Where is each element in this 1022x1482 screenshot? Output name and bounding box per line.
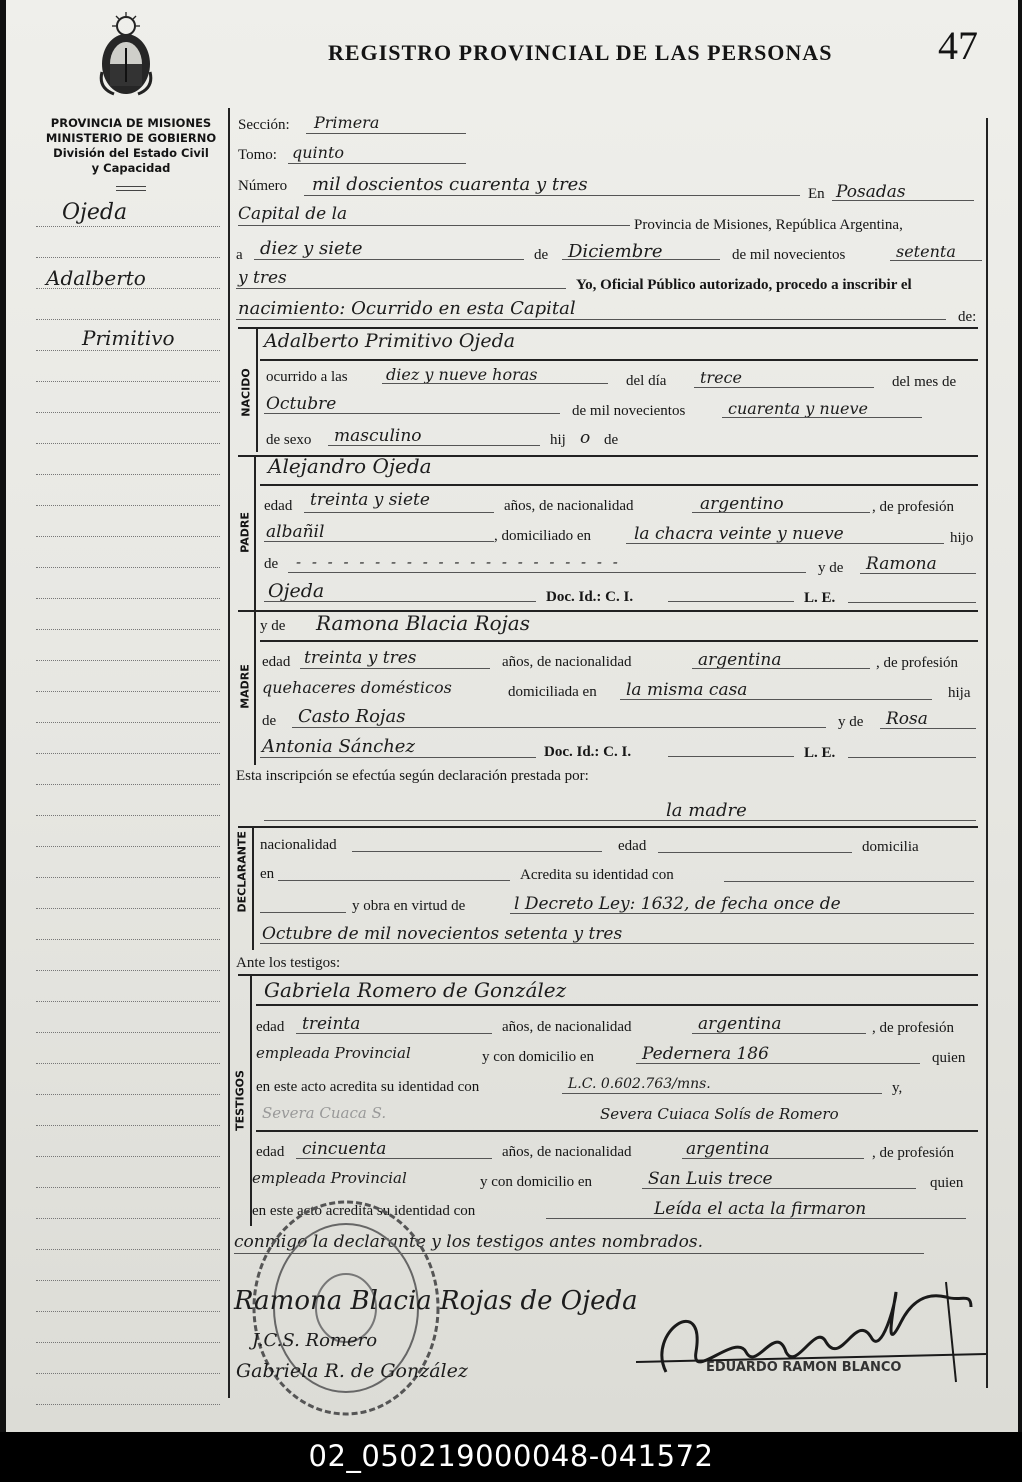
- nacido-sexo-label: de sexo: [266, 432, 312, 448]
- nacido-sexo-value: masculino: [334, 426, 422, 446]
- margin-rule-line: [36, 1404, 220, 1405]
- testigo2-edad-value: cincuenta: [302, 1139, 387, 1159]
- testigo1-dom-label: y con domicilio en: [482, 1049, 595, 1065]
- padre-edad-label: edad: [264, 498, 293, 514]
- padre-yde-value-2: Ojeda: [268, 580, 325, 602]
- nacido-de-label: de: [604, 432, 619, 448]
- margin-rule-line: [36, 443, 220, 444]
- signature-testigo-2: J.C.S. Romero: [252, 1330, 378, 1351]
- seccion-value: Primera: [314, 113, 380, 132]
- declarante-dom-label: domicilia: [862, 839, 919, 855]
- office-rule: [116, 186, 146, 187]
- fecha-year-value-2: y tres: [238, 268, 287, 288]
- testigo1-acredita-label: en este acto acredita su identidad con: [256, 1079, 480, 1095]
- margin-rule-line: [36, 536, 220, 537]
- declarante-virtud-value: l Decreto Ley: 1632, de fecha once de: [514, 894, 841, 914]
- office-block: [36, 116, 226, 176]
- testigo2-acredita-label: en este acto acredita su identidad con: [252, 1203, 476, 1219]
- fecha-de-label: de: [534, 247, 549, 263]
- fecha-month-value: Diciembre: [568, 241, 663, 262]
- testigo2-quien-label: quien: [930, 1175, 964, 1191]
- official-signature-text: [886, 1340, 892, 1341]
- testigo2-dom-label: y con domicilio en: [480, 1174, 593, 1190]
- padre-nac-label: años, de nacionalidad: [504, 498, 634, 514]
- nacido-hour-value: diez y nueve horas: [386, 365, 538, 384]
- madre-hija-label: hija: [948, 685, 971, 701]
- fecha-day-value: diez y siete: [260, 238, 363, 259]
- testigo2-edad-label: edad: [256, 1144, 285, 1160]
- declarante-edad-label: edad: [618, 838, 647, 854]
- margin-rule-line: [36, 629, 220, 630]
- testigo1-prof-label: , de profesión: [872, 1020, 955, 1036]
- margin-rule-line: [36, 660, 220, 661]
- margin-rule-line: [36, 505, 220, 506]
- testigo1-edad-label: edad: [256, 1019, 285, 1035]
- acto-value: nacimiento: Ocurrido en esta Capital: [238, 298, 576, 319]
- madre-dom-label: domiciliada en: [508, 684, 597, 700]
- padre-prof-value: albañil: [266, 522, 325, 542]
- padre-dom-value: la chacra veinte y nueve: [634, 524, 844, 544]
- frame-right-rule: [986, 118, 988, 1388]
- office-line-4: y Capacidad: [91, 161, 171, 175]
- padre-dom-label: , domiciliado en: [494, 528, 592, 544]
- nacido-anio-value: cuarenta y nueve: [728, 399, 868, 418]
- margin-rule-line: [36, 753, 220, 754]
- margin-rule-line: [36, 1218, 220, 1219]
- declaracion-value: la madre: [666, 800, 747, 821]
- padre-nac-value: argentino: [700, 494, 784, 514]
- margin-rule-line: [36, 691, 220, 692]
- frame-left-rule: [228, 108, 230, 1398]
- testigo1-doc-value: L.C. 0.602.763/mns.: [568, 1076, 711, 1092]
- office-line-2: MINISTERIO DE GOBIERNO: [45, 131, 217, 145]
- official-name-stamp: EDUARDO RAMON BLANCO: [706, 1360, 902, 1375]
- signature-declarante: Ramona Blacia Rojas de Ojeda: [234, 1286, 638, 1316]
- testigo1-edad-value: treinta: [302, 1014, 361, 1034]
- margin-rule-line: [36, 722, 220, 723]
- footer-barcode-text: 02_050219000048-041572: [0, 1432, 1022, 1482]
- margin-rule-line: [36, 1063, 220, 1064]
- margin-rule-line: [36, 815, 220, 816]
- nacido-ocurrido-label: ocurrido a las: [266, 369, 348, 385]
- testigo-y-label: y,: [892, 1080, 903, 1096]
- padre-edad-value: treinta y siete: [310, 490, 430, 510]
- madre-nac-value: argentina: [698, 650, 782, 670]
- margin-rule-line: [36, 1342, 220, 1343]
- padre-doc-label: Doc. Id.: C. I.: [546, 589, 634, 605]
- testigo1-nac-label: años, de nacionalidad: [502, 1019, 632, 1035]
- fecha-year-value: setenta: [896, 242, 956, 261]
- testigo2-dom-value: San Luis trece: [648, 1169, 773, 1189]
- margin-rule-line: [36, 226, 220, 227]
- declarante-virtud-value-2: Octubre de mil novecientos setenta y tres: [262, 924, 623, 944]
- madre-de-label: de: [262, 713, 277, 729]
- margin-rule-line: [36, 877, 220, 878]
- madre-yde2-value: Rosa: [886, 709, 928, 729]
- margin-rule-line: [36, 846, 220, 847]
- margin-rule-line: [36, 1311, 220, 1312]
- testigo2-prof-value: empleada Provincial: [252, 1169, 407, 1187]
- oficial-text: Yo, Oficial Público autorizado, procedo a inscribir el: [576, 277, 912, 293]
- fecha-year-prefix: de mil novecientos: [732, 247, 846, 263]
- section-label-declarante: DECLARANTE: [235, 831, 249, 913]
- declarante-en-label: en: [260, 866, 275, 882]
- margin-rule-line: [36, 412, 220, 413]
- margin-rule-line: [36, 1249, 220, 1250]
- section-label-testigos: TESTIGOS: [233, 1070, 247, 1131]
- padre-de-value: - - - - - - - - - - - - - - - - - - - - -: [296, 553, 621, 571]
- seccion-label: Sección:: [238, 117, 290, 133]
- margin-rule-line: [36, 567, 220, 568]
- margin-second-name: Primitivo: [82, 326, 175, 350]
- nacido-mes-label: del mes de: [892, 374, 957, 390]
- closing-text: conmigo la declarante y los testigos antes nombrados.: [234, 1232, 704, 1252]
- tomo-value: quinto: [292, 143, 345, 162]
- margin-rule-line: [36, 257, 220, 258]
- madre-name: Ramona Blacia Rojas: [316, 611, 530, 635]
- madre-dom-value: la misma casa: [626, 680, 748, 700]
- margin-rule-line: [36, 970, 220, 971]
- declarante-virtud-label: y obra en virtud de: [352, 898, 466, 914]
- testigo2-nac-label: años, de nacionalidad: [502, 1144, 632, 1160]
- testigo2-name: Severa Cuiaca Solís de Romero: [600, 1105, 839, 1123]
- madre-yde-label: y de: [260, 618, 286, 634]
- margin-rule-line: [36, 1032, 220, 1033]
- capital-value: Capital de la: [238, 204, 348, 224]
- declaracion-text: Esta inscripción se efectúa según declaración prestada por:: [236, 768, 589, 784]
- section-label-madre: MADRE: [238, 664, 252, 709]
- testigo1-nac-value: argentina: [698, 1014, 782, 1034]
- margin-rule-line: [36, 1125, 220, 1126]
- margin-rule-line: [36, 1001, 220, 1002]
- margin-rule-line: [36, 908, 220, 909]
- margin-surname: Ojeda: [62, 200, 128, 225]
- madre-edad-value: treinta y tres: [304, 648, 417, 668]
- testigo1-prof-value: empleada Provincial: [256, 1044, 411, 1062]
- document-title: REGISTRO PROVINCIAL DE LAS PERSONAS: [328, 40, 833, 65]
- madre-yde2-value-2: Antonia Sánchez: [262, 736, 415, 757]
- en-label: En: [808, 186, 825, 202]
- numero-label: Número: [238, 178, 288, 194]
- margin-rule-line: [36, 474, 220, 475]
- madre-edad-label: edad: [262, 654, 291, 670]
- padre-yde-label: y de: [818, 560, 844, 576]
- testigo1-quien-label: quien: [932, 1050, 966, 1066]
- declarante-acredita-label: Acredita su identidad con: [520, 867, 674, 883]
- testigo2-doc-value: Leída el acta la firmaron: [654, 1199, 867, 1219]
- margin-rule-line: [36, 1187, 220, 1188]
- padre-name: Alejandro Ojeda: [268, 454, 432, 478]
- margin-rule-line: [36, 1156, 220, 1157]
- margin-rule-line: [36, 1280, 220, 1281]
- margin-rule-line: [36, 784, 220, 785]
- margin-rule-line: [36, 350, 220, 351]
- testigos-ante-label: Ante los testigos:: [236, 955, 341, 971]
- nacido-hijo-label: hij: [550, 432, 566, 448]
- office-rule-2: [116, 190, 146, 191]
- margin-rule-line: [36, 319, 220, 320]
- office-line-1: PROVINCIA DE MISIONES: [50, 116, 212, 130]
- en-value: Posadas: [836, 182, 906, 202]
- padre-yde-value: Ramona: [866, 554, 937, 574]
- fecha-a-label: a: [236, 247, 243, 263]
- margin-rule-line: [36, 381, 220, 382]
- nacido-anio-label: de mil novecientos: [572, 403, 686, 419]
- margin-rule-line: [36, 1094, 220, 1095]
- padre-le-label: L. E.: [804, 590, 836, 606]
- official-signature-scribble: [626, 1262, 996, 1402]
- testigo2-prof-label: , de profesión: [872, 1145, 955, 1161]
- padre-prof-label: , de profesión: [872, 499, 955, 515]
- acto-de-label: de:: [958, 309, 977, 325]
- signature-testigo-1: Gabriela R. de González: [236, 1360, 468, 1382]
- office-line-3: División del Estado Civil: [53, 146, 209, 160]
- margin-rule-line: [36, 1373, 220, 1374]
- tomo-label: Tomo:: [238, 147, 277, 163]
- testigo1-name: Gabriela Romero de González: [264, 978, 567, 1002]
- margin-rule-line: [36, 939, 220, 940]
- padre-hijo-label: hijo: [950, 530, 974, 546]
- madre-prof-value: quehaceres domésticos: [262, 678, 452, 697]
- testigo1-dom-value: Pedernera 186: [642, 1044, 769, 1064]
- madre-yde2-label: y de: [838, 714, 864, 730]
- madre-le-label: L. E.: [804, 745, 836, 761]
- document-page: [6, 0, 1018, 1432]
- section-label-nacido: NACIDO: [239, 368, 253, 417]
- testigo2-nac-value: argentina: [686, 1139, 770, 1159]
- nacido-dia-label: del día: [626, 373, 667, 389]
- madre-de-value: Casto Rojas: [298, 706, 406, 727]
- section-label-padre: PADRE: [238, 512, 252, 553]
- provincia-text: Provincia de Misiones, República Argentina,: [634, 217, 903, 233]
- nacido-mes-value: Octubre: [266, 394, 337, 414]
- declarante-nac-label: nacionalidad: [260, 837, 337, 853]
- testigo2-name-struck: Severa Cuaca S.: [262, 1104, 387, 1122]
- margin-rule-line: [36, 598, 220, 599]
- madre-prof-label: , de profesión: [876, 655, 959, 671]
- numero-value: mil doscientos cuarenta y tres: [312, 174, 588, 195]
- nacido-hijo-value: o: [580, 428, 591, 448]
- coat-of-arms-emblem: [94, 12, 158, 98]
- madre-nac-label: años, de nacionalidad: [502, 654, 632, 670]
- nacido-dia-value: trece: [700, 368, 742, 387]
- nacido-name: Adalberto Primitivo Ojeda: [264, 330, 516, 352]
- margin-first-name: Adalberto: [46, 266, 146, 290]
- page-number: 47: [938, 23, 978, 68]
- madre-doc-label: Doc. Id.: C. I.: [544, 744, 632, 760]
- padre-de-label: de: [264, 556, 279, 572]
